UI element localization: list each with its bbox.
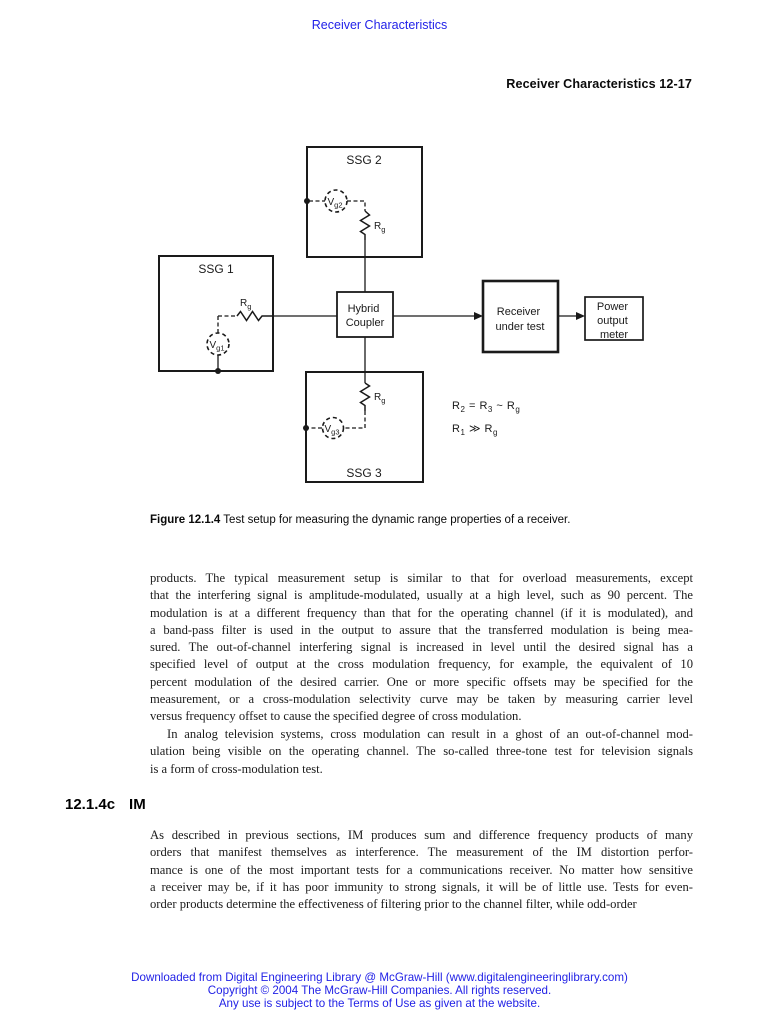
ssg1-node-dot	[215, 368, 221, 374]
body-line: measurement, or a cross-modulation selectivity curve may be taken by measuring carrier level	[150, 692, 693, 707]
ssg3-vg-label: $V_{g3}$	[324, 424, 340, 437]
body-line: specified level of output at the cross modulation frequency, for example, the equivalent of 10	[150, 657, 693, 672]
ssg1-resistor-symbol	[237, 312, 273, 321]
ssg2-lead-corner	[347, 201, 365, 211]
figure-caption-text: Test setup for measuring the dynamic range properties of a receiver.	[220, 514, 571, 526]
ssg2-node-dot	[304, 198, 310, 204]
body-line: ulation being visible on the operating channel. The so-called three-tone test for television signals	[150, 744, 693, 759]
body-line: a receiver may be, if it has poor immunity to strong signals, it will be of little use. Tests for even-	[150, 879, 693, 894]
ssg2-rg-label: $R_g$	[374, 221, 386, 234]
figure-caption-label: Figure 12.1.4	[150, 514, 221, 526]
hybrid-coupler-label: Hybrid Coupler	[345, 303, 385, 329]
paragraph-3	[150, 827, 693, 913]
body-line: mance is one of the most important tests for a communications receiver. No matter how sensitive	[150, 862, 693, 877]
body-line: a band-pass filter is used in the output to assure that the transferred modulation is being mea-	[150, 622, 693, 637]
ssg2-resistor-symbol	[361, 211, 370, 240]
running-header: Receiver Characteristics 12-17	[506, 77, 692, 91]
figure-diagram	[150, 140, 720, 495]
footer-line: Downloaded from Digital Engineering Library @ McGraw-Hill (www.digitalengineeringlibrary.com)	[131, 971, 628, 984]
arrowhead-meter-input	[576, 312, 585, 320]
body-line: orders that manifest themselves as interference. The measurement of the IM distortion perfor-	[150, 845, 693, 860]
ssg3-rg-label: $R_g$	[374, 392, 386, 405]
ssg3-node-dot	[303, 425, 309, 431]
ssg3-resistor-symbol	[361, 383, 370, 411]
body-line: versus frequency offset to cause the specified degree of cross modulation.	[150, 709, 522, 724]
equation-line2: $R_1$ ≫ $R_g$	[452, 423, 498, 437]
ssg2-label: SSG 2	[346, 153, 382, 167]
body-line: sured. The out-of-channel interfering signal is increased in level until the desired signal has a	[150, 640, 693, 655]
body-line: products. The typical measurement setup is similar to that for overload measurements, except	[150, 571, 693, 585]
section-number: 12.1.4c	[65, 796, 116, 813]
receiver-label: Receiver under test	[495, 306, 545, 333]
body-line: In analog television systems, cross modulation can result in a ghost of an out-of-channel mod-	[167, 727, 693, 741]
equation-line1: $R_2 = R_3$ ~ $R_g$	[452, 400, 521, 414]
body-line: modulation is at a different frequency than that for the operating channel (if it is modulated), and	[150, 605, 693, 620]
footer-line: Copyright © 2004 The McGraw-Hill Companies. All rights reserved.	[207, 984, 552, 998]
body-line: that the interfering signal is amplitude-modulated, usually at a high level, such as 90 percent. The	[150, 588, 693, 603]
body-line: order products determine the effectiveness of filtering prior to the channel filter, while odd-order	[150, 897, 637, 912]
ssg1-vg-label: $V_{g1}$	[209, 340, 225, 353]
ssg3-lead-corner	[345, 411, 365, 428]
body-line: is a form of cross-modulation test.	[150, 761, 323, 776]
ssg2-vg-label: $V_{g2}$	[327, 197, 343, 210]
section-title: IM	[129, 796, 146, 813]
ssg1-rg-label: $R_g$	[240, 298, 252, 311]
paragraph-1	[150, 570, 693, 726]
arrowhead-receiver-input	[474, 312, 483, 320]
footer-line: Any use is subject to the Terms of Use as given at the website.	[218, 997, 541, 1011]
ssg3-label: SSG 3	[346, 466, 382, 480]
body-line: percent modulation of the desired carrier. One or more specific offsets may be specified for the	[150, 674, 693, 689]
figure-caption	[150, 514, 693, 526]
body-line: As described in previous sections, IM produces sum and difference frequency products of many	[150, 828, 693, 842]
ssg1-label: SSG 1	[198, 262, 234, 276]
paragraph-2	[150, 726, 693, 778]
section-heading	[65, 796, 146, 813]
copyright-footer	[0, 971, 759, 1011]
breadcrumb-link[interactable]: Receiver Characteristics	[311, 18, 448, 32]
power-meter-label: Power output meter	[596, 301, 629, 341]
